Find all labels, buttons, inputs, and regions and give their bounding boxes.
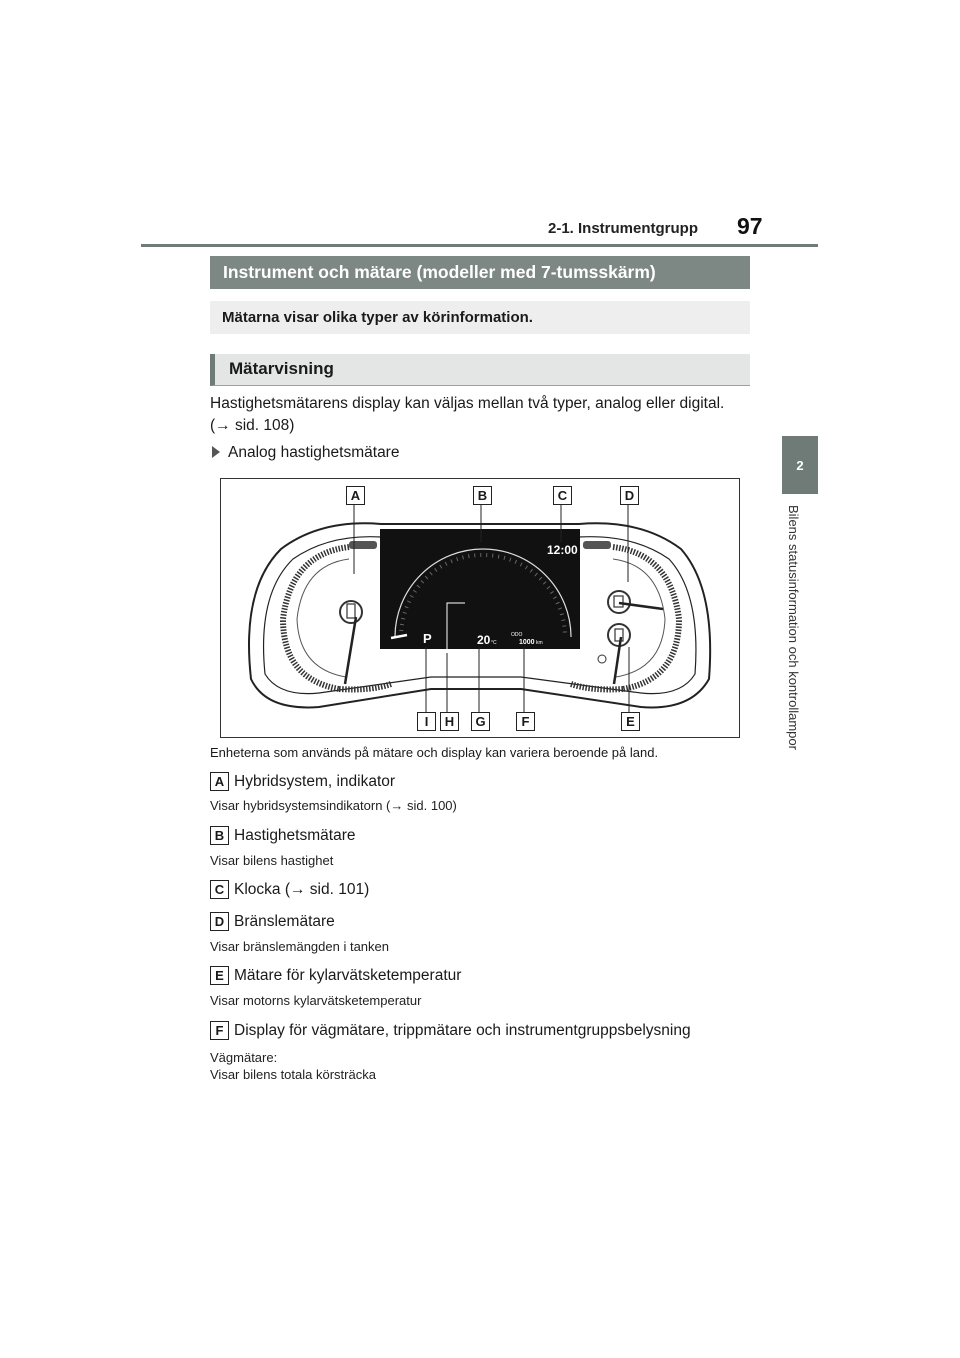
callout-f: F [516,712,535,731]
item-d [210,912,335,931]
page-number: 97 [737,213,763,239]
temp-display: 20 [477,633,491,647]
subheading: Mätarvisning [210,354,750,386]
item-d-desc: Visar bränslemängden i tanken [210,939,389,954]
figure-caption: Enheterna som används på mätare och display kan variera beroende på land. [210,745,659,760]
item-e-title: Mätare för kylarvätsketemperatur [234,966,462,984]
item-b-badge: B [210,826,229,845]
callout-e: E [621,712,640,731]
item-f-desc-2: Visar bilens totala körsträcka [210,1067,376,1082]
instrument-cluster-figure [220,478,740,738]
chapter-title-vertical [786,505,810,785]
item-f-title: Display för vägmätare, trippmätare och instrumentgruppsbelysning [234,1021,691,1039]
callout-g: G [471,712,490,731]
odo-unit: km [536,640,543,646]
item-b-desc: Visar bilens hastighet [210,853,334,868]
item-e-badge: E [210,966,229,985]
item-b [210,826,355,845]
bullet-text: Analog hastighetsmätare [228,444,400,461]
triangle-bullet-icon [212,446,220,458]
item-c-badge: C [210,880,229,899]
callout-d: D [620,486,639,505]
lead-text: Mätarna visar olika typer av körinformation. [210,301,750,334]
item-d-title: Bränslemätare [234,912,335,930]
item-b-title: Hastighetsmätare [234,826,356,844]
item-f [210,1021,691,1040]
gear-display: P [423,631,432,646]
clock-display: 12:00 [547,543,578,557]
odo-label: ODO [511,632,523,638]
intro-line-1: Hastighetsmätarens display kan väljas mellan två typer, analog eller digital. [210,395,725,412]
item-c [210,880,369,899]
callout-b: B [473,486,492,505]
instrument-cluster-illustration [221,479,739,737]
temp-unit: °C [491,640,497,646]
header-rule [141,244,818,247]
item-e-desc: Visar motorns kylarvätsketemperatur [210,993,422,1008]
section-header: 2-1. Instrumentgrupp [548,220,699,237]
intro-line-2[interactable]: (→ sid. 108) [210,417,295,434]
chapter-tab[interactable]: 2 [782,436,818,494]
item-f-badge: F [210,1021,229,1040]
item-a-badge: A [210,772,229,791]
item-d-badge: D [210,912,229,931]
item-a [210,772,395,791]
bullet-item [212,444,399,462]
item-a-desc[interactable]: Visar hybridsystemsindikatorn (→ sid. 100) [210,798,457,813]
callout-h: H [440,712,459,731]
callout-i: I [417,712,436,731]
item-e [210,966,461,985]
section-title: Instrument och mätare (modeller med 7-tumsskärm) [210,256,750,289]
callout-a: A [346,486,365,505]
odo-display: 1000 [519,639,535,646]
item-a-title: Hybridsystem, indikator [234,772,396,790]
item-f-desc: Vägmätare: [210,1050,278,1065]
chapter-title: Bilens statusinformation och kontrollampor [786,505,801,750]
item-c-title[interactable]: Klocka (→ sid. 101) [234,880,370,898]
callout-c: C [553,486,572,505]
